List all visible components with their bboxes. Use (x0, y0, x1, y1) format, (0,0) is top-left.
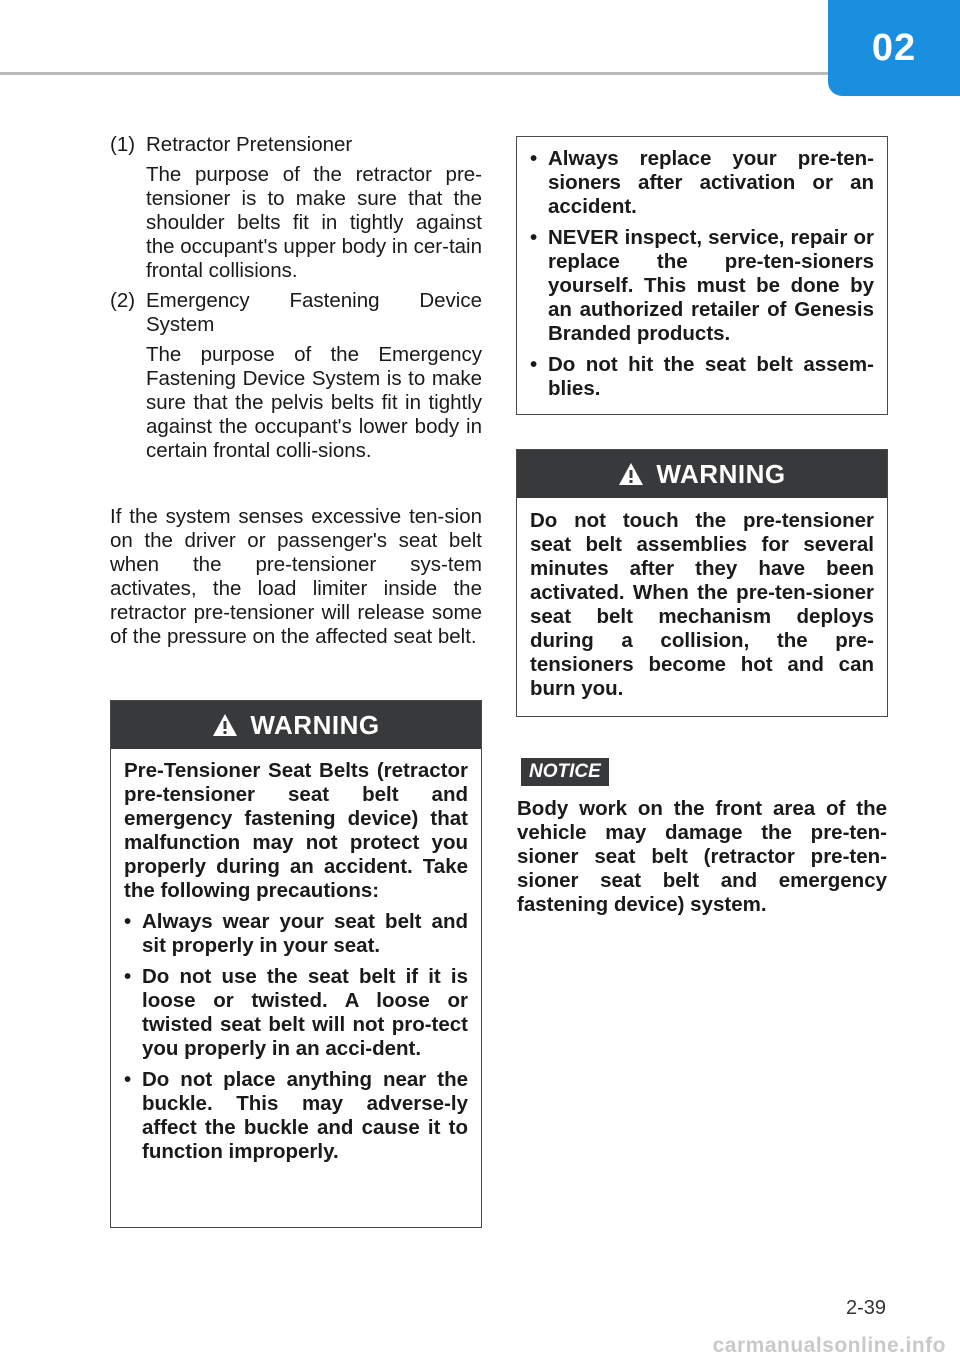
page-number: 2-39 (845, 1297, 886, 1319)
list-title: Retractor Pretensioner (146, 133, 353, 156)
warning-bullet-list (530, 147, 874, 401)
warning-body (517, 498, 887, 715)
numbered-list (110, 133, 482, 469)
body-paragraph: If the system senses excessive ten-sion on the driver or passenger's seat belt when the pre-tensioner sys-tem activates, the load limiter inside the retractor pre-tensioner will release some of the pressure on the affected seat belt. (110, 505, 482, 648)
list-marker: (1) (110, 133, 136, 156)
watermark: carmanualsonline.info (712, 1334, 946, 1357)
warning-bullet: • Always replace your pre-ten-sioners after activation or an accident. (530, 147, 874, 219)
warning-triangle-icon (212, 713, 238, 737)
list-marker: (2) (110, 289, 136, 312)
notice-badge: NOTICE (521, 758, 609, 786)
warning-bullet: • Do not place anything near the buckle. This may adverse-ly affect the buckle and cause it to function improperly. (124, 1068, 468, 1164)
warning-body (111, 749, 481, 1178)
warning-header (111, 701, 481, 749)
warning-bullet: • NEVER inspect, service, repair or replace the pre-ten-sioners yourself. This must be done by an authorized retailer of Genesis Branded products. (530, 226, 874, 346)
warning-triangle-icon (618, 462, 644, 486)
warning-box-right (516, 449, 888, 717)
warning-bullet: • Always wear your seat belt and sit properly in your seat. (124, 910, 468, 958)
list-title: Emergency Fastening Device (146, 289, 482, 312)
warning-intro: Pre-Tensioner Seat Belts (retractor pre-tensioner seat belt and emergency fastening device) that malfunction may not protect you properly during an accident. Take the following precautions: (124, 759, 468, 902)
chapter-tab: 02 (828, 0, 960, 96)
list-item (110, 133, 482, 283)
warning-title: WARNING (656, 458, 786, 489)
warning-text: Do not touch the pre-tensioner seat belt assemblies for several minutes after they have been activated. When the pre-ten-sioner seat belt mechanism deploys during a collision, the pre-tensioners become hot and can burn you. (530, 509, 874, 700)
warning-box-left (110, 700, 482, 1228)
warning-box-continued (516, 136, 888, 415)
list-title-continuation: System (146, 313, 215, 336)
warning-title: WARNING (250, 709, 380, 740)
warning-body (517, 137, 887, 415)
list-description: The purpose of the Emergency Fastening Device System is to make sure that the pelvis belts fit in tightly against the occupant's lower body in certain frontal colli-sions. (146, 343, 482, 462)
warning-bullet: • Do not use the seat belt if it is loose or twisted. A loose or twisted seat belt will not pro-tect you properly in an acci-dent. (124, 965, 468, 1061)
list-description: The purpose of the retractor pre-tensioner is to make sure that the shoulder belts fit in tightly against the occupant's upper body in cer-tain frontal collisions. (146, 163, 482, 282)
top-rule (0, 72, 828, 75)
warning-bullet: • Do not hit the seat belt assem-blies. (530, 353, 874, 401)
warning-bullet-list (124, 910, 468, 1164)
warning-header (517, 450, 887, 498)
list-item (110, 289, 482, 463)
notice-text: Body work on the front area of the vehicle may damage the pre-ten-sioner seat belt (retractor pre-ten-sioner seat belt and emergency fastening device) system. (517, 797, 887, 916)
